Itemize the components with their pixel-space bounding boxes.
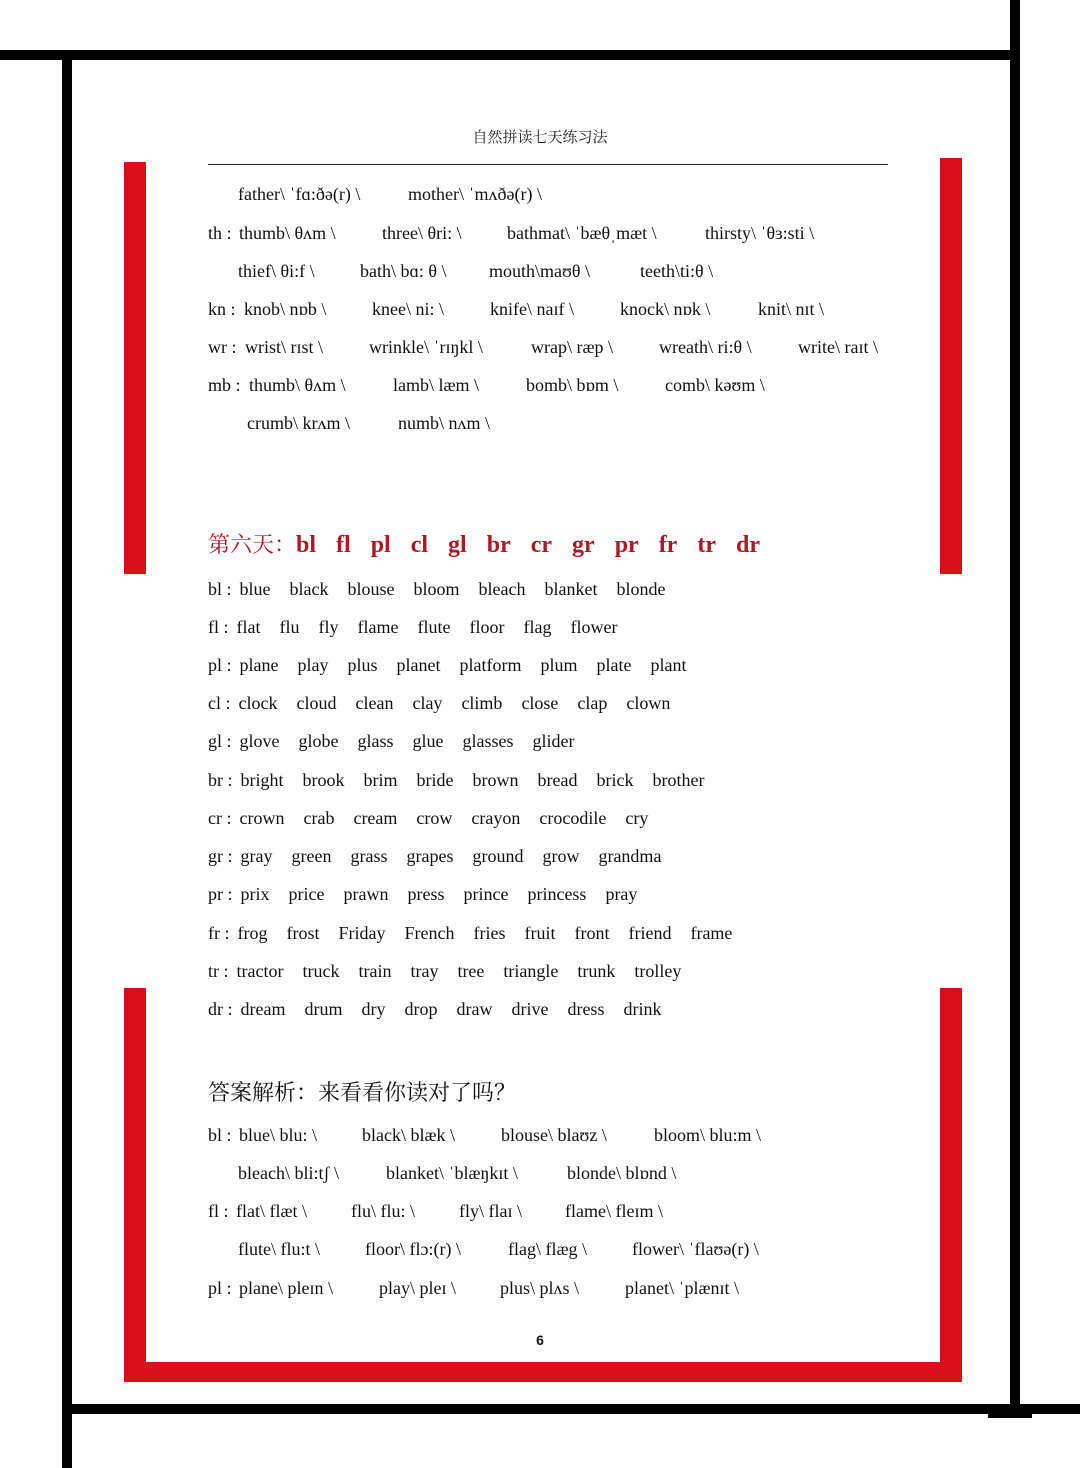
word-item: glass — [357, 731, 394, 751]
word-item: frog — [237, 923, 268, 943]
word-item: fly — [318, 617, 339, 637]
word-item: drink — [623, 999, 662, 1019]
word-row-label: fl : — [208, 617, 229, 637]
answer-entry: bleach\ bli:tʃ \ — [238, 1163, 339, 1183]
word-item: French — [404, 923, 455, 943]
red-bar-bottom — [124, 1362, 962, 1382]
word-item: grow — [542, 846, 580, 866]
phonics-entry: bathmat\ ˈbæθˌmæt \ — [507, 223, 657, 243]
word-item: flat — [236, 617, 261, 637]
word-item: grass — [350, 846, 388, 866]
word-item: frost — [286, 923, 320, 943]
word-item: planet — [396, 655, 441, 675]
word-item: frame — [690, 923, 733, 943]
word-row-label: tr : — [208, 961, 229, 981]
word-item: play — [297, 655, 329, 675]
answer-entry: flag\ flæg \ — [508, 1239, 587, 1259]
word-item: flower — [570, 617, 618, 637]
cluster-label: fr — [658, 532, 678, 558]
word-item: flu — [279, 617, 300, 637]
word-row — [208, 768, 723, 792]
word-row-label: fr : — [208, 923, 230, 943]
frame-bottom-bar — [62, 1404, 1080, 1414]
word-item: blouse — [347, 579, 395, 599]
word-item: close — [521, 693, 559, 713]
answer-entry: plane\ pleɪn \ — [239, 1278, 333, 1298]
answer-entry: floor\ flɔ:(r) \ — [365, 1239, 461, 1259]
word-item: grandma — [598, 846, 662, 866]
word-item: climb — [461, 693, 503, 713]
word-row — [208, 615, 636, 639]
word-item: triangle — [503, 961, 559, 981]
phonics-entry: thumb\ θʌm \ — [249, 375, 346, 395]
word-row — [208, 921, 751, 945]
frame-right-bar — [1010, 0, 1020, 1410]
word-item: train — [358, 961, 392, 981]
word-item: tree — [457, 961, 485, 981]
word-item: clean — [355, 693, 394, 713]
answer-entry: blouse\ blaʊz \ — [501, 1125, 607, 1145]
word-row-label: br : — [208, 770, 233, 790]
phonics-entry: wreath\ ri:θ \ — [659, 337, 752, 357]
word-item: fries — [473, 923, 506, 943]
word-item: crown — [239, 808, 285, 828]
answer-entry: flute\ flu:t \ — [238, 1239, 320, 1259]
header-rule — [208, 164, 888, 165]
word-item: plate — [596, 655, 632, 675]
phonics-label: th : — [208, 223, 232, 243]
cluster-label: cl — [410, 532, 429, 558]
answer-entry: black\ blæk \ — [362, 1125, 455, 1145]
word-item: flute — [417, 617, 451, 637]
frame-bottom-corner — [988, 1404, 1032, 1418]
word-item: flag — [523, 617, 552, 637]
phonics-entry: write\ raɪt \ — [798, 337, 878, 357]
cluster-label: tr — [697, 532, 716, 558]
word-row — [208, 691, 689, 715]
word-item: brook — [302, 770, 345, 790]
word-item: prince — [463, 884, 509, 904]
word-item: glue — [412, 731, 444, 751]
word-item: clay — [412, 693, 443, 713]
word-item: grapes — [406, 846, 454, 866]
answer-label: fl : — [208, 1201, 229, 1221]
phonics-entry: thirsty\ ˈθɜ:sti \ — [705, 223, 815, 243]
phonics-entry: lamb\ læm \ — [393, 375, 480, 395]
answer-label: pl : — [208, 1278, 232, 1298]
phonics-entry: three\ θri: \ — [382, 223, 462, 243]
word-item: blonde — [616, 579, 666, 599]
word-item: fruit — [524, 923, 556, 943]
cluster-label: pl — [370, 532, 391, 558]
red-bar-left-upper — [124, 162, 146, 574]
answer-entry: flat\ flæt \ — [236, 1201, 307, 1221]
word-item: bread — [537, 770, 578, 790]
word-item: green — [291, 846, 332, 866]
word-row-label: cr : — [208, 808, 232, 828]
word-item: plum — [540, 655, 578, 675]
phonics-entry: numb\ nʌm \ — [398, 413, 491, 433]
answer-entry: blue\ blu: \ — [239, 1125, 317, 1145]
phonics-entry: wrist\ rɪst \ — [245, 337, 324, 357]
word-item: trunk — [577, 961, 616, 981]
word-item: bloom — [413, 579, 460, 599]
word-item: truck — [302, 961, 340, 981]
word-item: black — [289, 579, 329, 599]
word-item: tray — [410, 961, 439, 981]
word-row — [208, 882, 656, 906]
word-item: princess — [527, 884, 587, 904]
word-item: drop — [404, 999, 438, 1019]
word-row-label: gl : — [208, 731, 232, 751]
phonics-label: wr : — [208, 337, 237, 357]
word-item: gray — [240, 846, 273, 866]
phonics-entry: mouth\maʊθ \ — [489, 261, 590, 281]
answer-entry: bloom\ blu:m \ — [654, 1125, 762, 1145]
word-item: prix — [240, 884, 270, 904]
word-item: tractor — [236, 961, 284, 981]
word-item: drum — [304, 999, 343, 1019]
answer-entry: flower\ ˈflaʊə(r) \ — [632, 1239, 759, 1259]
cluster-label: bl — [296, 532, 317, 558]
word-item: platform — [459, 655, 522, 675]
word-row-label: pl : — [208, 655, 232, 675]
phonics-entry: father\ ˈfɑ:ðə(r) \ — [238, 184, 361, 204]
cluster-label: cr — [530, 532, 553, 558]
word-item: glove — [239, 731, 280, 751]
phonics-entry: mother\ ˈmʌðə(r) \ — [408, 184, 542, 204]
word-item: cream — [353, 808, 398, 828]
phonics-label: kn : — [208, 299, 236, 319]
word-item: Friday — [338, 923, 386, 943]
answer-entry: blanket\ ˈblæŋkɪt \ — [386, 1163, 518, 1183]
word-item: dry — [361, 999, 386, 1019]
word-item: glasses — [462, 731, 514, 751]
phonics-entry: thief\ θi:f \ — [238, 261, 315, 281]
word-item: trolley — [634, 961, 682, 981]
page-header: 自然拼读七天练习法 — [472, 128, 608, 146]
word-row-label: dr : — [208, 999, 233, 1019]
phonics-entry: bomb\ bɒm \ — [526, 375, 619, 395]
red-bar-right-lower — [940, 988, 962, 1382]
answer-label: bl : — [208, 1125, 232, 1145]
cluster-label: gl — [448, 532, 467, 558]
phonics-entry: bath\ bɑ: θ \ — [360, 261, 447, 281]
word-item: clock — [238, 693, 278, 713]
word-item: prawn — [343, 884, 389, 904]
word-item: bright — [240, 770, 284, 790]
word-item: pray — [605, 884, 638, 904]
word-row-label: cl : — [208, 693, 231, 713]
cluster-label: br — [486, 532, 511, 558]
word-row — [208, 577, 684, 601]
word-item: plus — [347, 655, 378, 675]
word-row — [208, 806, 667, 830]
word-item: floor — [469, 617, 505, 637]
phonics-entry: thumb\ θʌm \ — [239, 223, 336, 243]
word-item: cloud — [296, 693, 337, 713]
word-item: brother — [652, 770, 705, 790]
word-item: flame — [357, 617, 399, 637]
phonics-entry: knit\ nɪt \ — [758, 299, 825, 319]
cluster-label: gr — [572, 532, 595, 558]
word-row — [208, 997, 680, 1021]
word-item: press — [407, 884, 445, 904]
word-item: glider — [532, 731, 575, 751]
word-item: draw — [456, 999, 493, 1019]
word-row — [208, 959, 700, 983]
phonics-entry: teeth\ti:θ \ — [640, 261, 714, 281]
word-row — [208, 653, 705, 677]
answer-entry: flame\ fleɪm \ — [565, 1201, 663, 1221]
phonics-entry: knob\ nɒb \ — [244, 299, 327, 319]
word-item: blanket — [544, 579, 598, 599]
word-item: clap — [577, 693, 608, 713]
word-item: cry — [625, 808, 649, 828]
answer-entry: planet\ ˈplænɪt \ — [625, 1278, 739, 1298]
word-item: dress — [567, 999, 605, 1019]
phonics-entry: comb\ kəʊm \ — [665, 375, 765, 395]
word-item: ground — [472, 846, 524, 866]
word-item: friend — [628, 923, 672, 943]
phonics-label: mb : — [208, 375, 241, 395]
phonics-entry: crumb\ krʌm \ — [247, 413, 350, 433]
word-item: plant — [650, 655, 687, 675]
word-item: crow — [416, 808, 453, 828]
word-row-label: bl : — [208, 579, 232, 599]
word-item: crocodile — [539, 808, 607, 828]
word-item: bride — [416, 770, 454, 790]
word-item: dream — [240, 999, 286, 1019]
answer-entry: flu\ flu: \ — [351, 1201, 415, 1221]
phonics-entry: knee\ ni: \ — [372, 299, 444, 319]
answer-entry: play\ pleɪ \ — [379, 1278, 456, 1298]
word-item: plane — [239, 655, 279, 675]
day-six-prefix: 第六天： — [208, 533, 297, 558]
cluster-label: pr — [614, 532, 639, 558]
word-item: brick — [596, 770, 634, 790]
answer-entry: plus\ plʌs \ — [500, 1278, 580, 1298]
word-item: bleach — [478, 579, 526, 599]
word-item: drive — [511, 999, 549, 1019]
word-item: front — [574, 923, 610, 943]
word-row — [208, 844, 680, 868]
phonics-entry: knock\ nɒk \ — [620, 299, 711, 319]
word-row-label: pr : — [208, 884, 233, 904]
frame-left-bar — [62, 58, 72, 1468]
answer-entry: fly\ flaɪ \ — [459, 1201, 522, 1221]
word-item: globe — [298, 731, 339, 751]
phonics-entry: wrap\ ræp \ — [531, 337, 613, 357]
day-six-heading — [208, 528, 780, 559]
cluster-label: fl — [336, 532, 351, 558]
red-bar-right-upper — [940, 158, 962, 574]
frame-top-bar — [0, 50, 1018, 60]
word-row-label: gr : — [208, 846, 233, 866]
phonics-entry: knife\ naɪf \ — [490, 299, 574, 319]
answer-title: 答案解析：来看看你读对了吗？ — [208, 1081, 517, 1106]
page-number: 6 — [536, 1332, 544, 1348]
cluster-label: dr — [736, 532, 760, 558]
answer-entry: blonde\ blɒnd \ — [567, 1163, 677, 1183]
word-item: crayon — [471, 808, 521, 828]
red-bar-left-lower — [124, 988, 146, 1382]
word-item: price — [288, 884, 325, 904]
word-row — [208, 729, 594, 753]
word-item: crab — [303, 808, 335, 828]
word-item: blue — [239, 579, 271, 599]
word-item: brown — [472, 770, 519, 790]
day-six-clusters — [296, 532, 780, 558]
phonics-entry: wrinkle\ ˈrɪŋkl \ — [369, 337, 483, 357]
word-item: brim — [363, 770, 398, 790]
word-item: clown — [626, 693, 671, 713]
